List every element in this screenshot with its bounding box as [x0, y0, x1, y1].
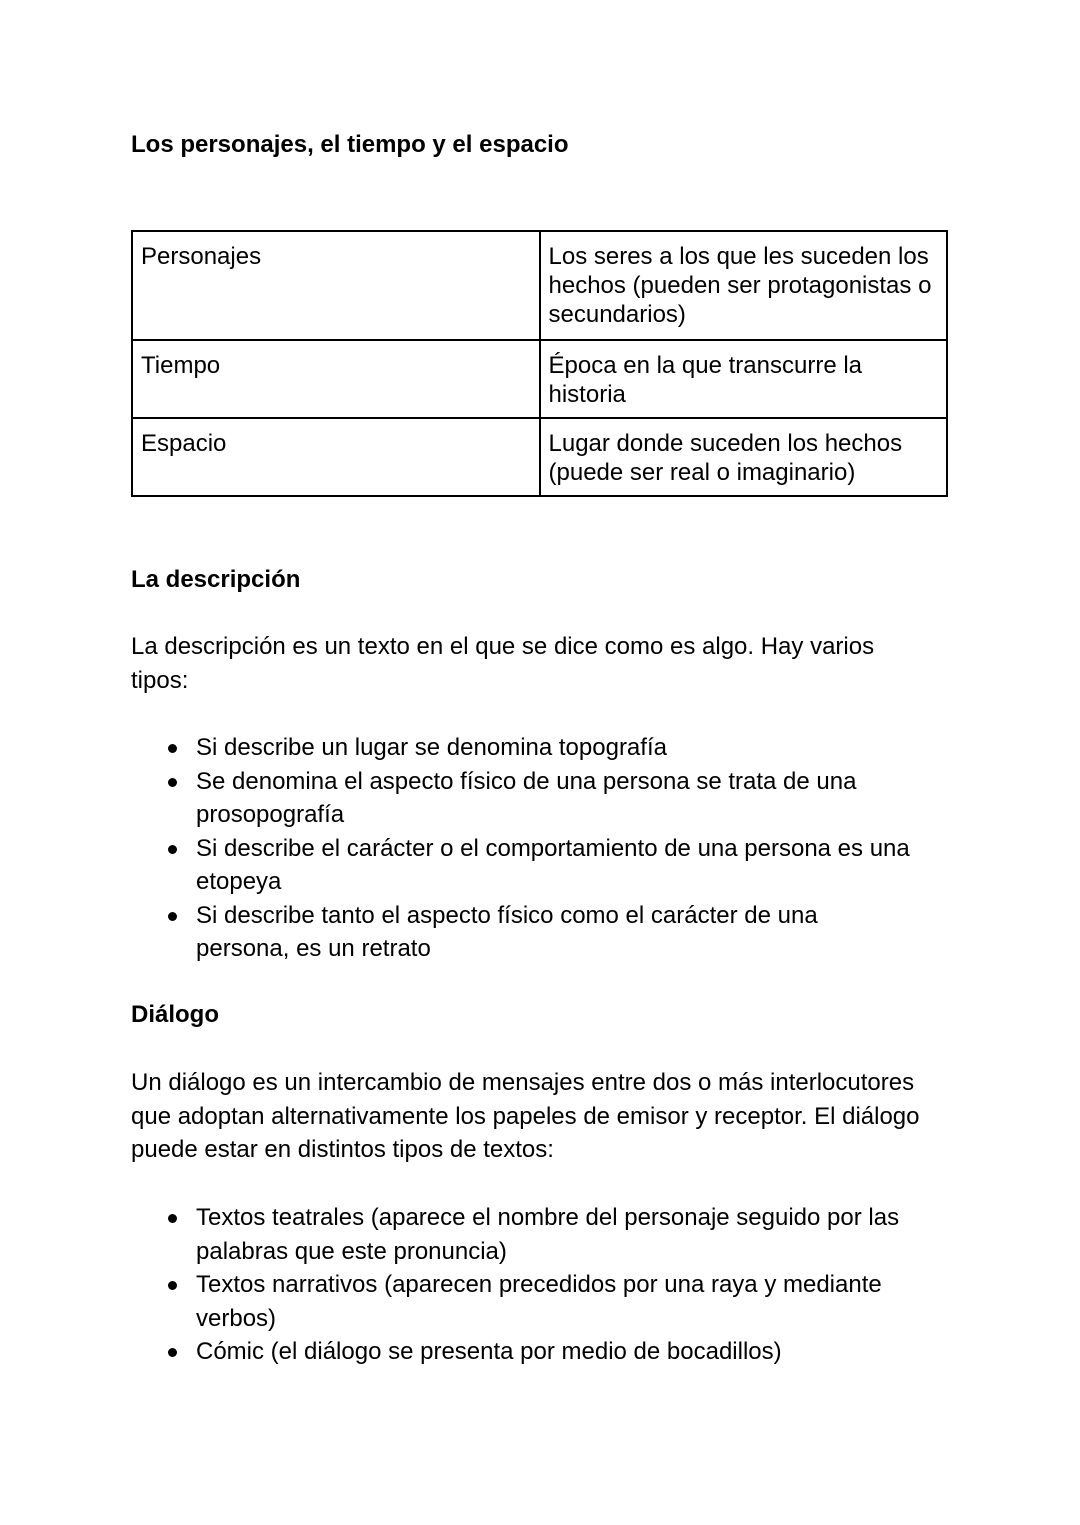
table-cell-definition: Los seres a los que les suceden los hechos (pueden ser protagonistas o secundarios)	[540, 231, 948, 340]
paragraph-dialogo: Un diálogo es un intercambio de mensajes entre dos o más interlocutores que adoptan alternativamente los papeles de emisor y receptor. El diálogo puede estar en distintos tipos de textos:	[131, 1069, 920, 1163]
list-item	[131, 899, 916, 966]
bullet-icon	[168, 1348, 177, 1357]
list-item	[131, 731, 916, 765]
table-row	[132, 340, 947, 418]
table-cell-term: Espacio	[132, 418, 540, 496]
section-heading-personajes: Los personajes, el tiempo y el espacio	[131, 131, 569, 158]
table-cell-term: Tiempo	[132, 340, 540, 418]
bullet-icon	[168, 912, 177, 921]
list-item	[131, 1335, 916, 1369]
list-item-text: Si describe un lugar se denomina topografía	[196, 734, 667, 761]
section-heading-dialogo: Diálogo	[131, 1001, 219, 1028]
list-item	[131, 765, 916, 832]
list-item-text: Cómic (el diálogo se presenta por medio de bocadillos)	[196, 1338, 782, 1365]
list-item-text: Si describe tanto el aspecto físico como el carácter de una persona, es un retrato	[196, 901, 818, 962]
table-cell-definition: Época en la que transcurre la historia	[540, 340, 948, 418]
list-item-text: Textos narrativos (aparecen precedidos por una raya y mediante verbos)	[196, 1271, 882, 1332]
bullet-icon	[168, 845, 177, 854]
list-item	[131, 832, 916, 899]
list-item-text: Se denomina el aspecto físico de una persona se trata de una prosopografía	[196, 767, 857, 828]
section-heading-descripcion: La descripción	[131, 566, 301, 593]
table-row	[132, 231, 947, 340]
bullet-icon	[168, 778, 177, 787]
list-item-text: Si describe el carácter o el comportamiento de una persona es una etopeya	[196, 834, 910, 895]
table-cell-definition: Lugar donde suceden los hechos (puede ser real o imaginario)	[540, 418, 948, 496]
bullet-icon	[168, 1214, 177, 1223]
bullet-icon	[168, 744, 177, 753]
definitions-table	[131, 230, 948, 497]
list-item	[131, 1201, 916, 1268]
table-cell-term: Personajes	[132, 231, 540, 340]
list-item-text: Textos teatrales (aparece el nombre del personaje seguido por las palabras que este pronuncia)	[196, 1204, 900, 1265]
table-row	[132, 418, 947, 496]
paragraph-descripcion: La descripción es un texto en el que se dice como es algo. Hay varios tipos:	[131, 633, 875, 694]
bullet-list-dialogo	[131, 1201, 948, 1369]
bullet-icon	[168, 1281, 177, 1290]
bullet-list-descripcion	[131, 731, 948, 966]
list-item	[131, 1268, 916, 1335]
